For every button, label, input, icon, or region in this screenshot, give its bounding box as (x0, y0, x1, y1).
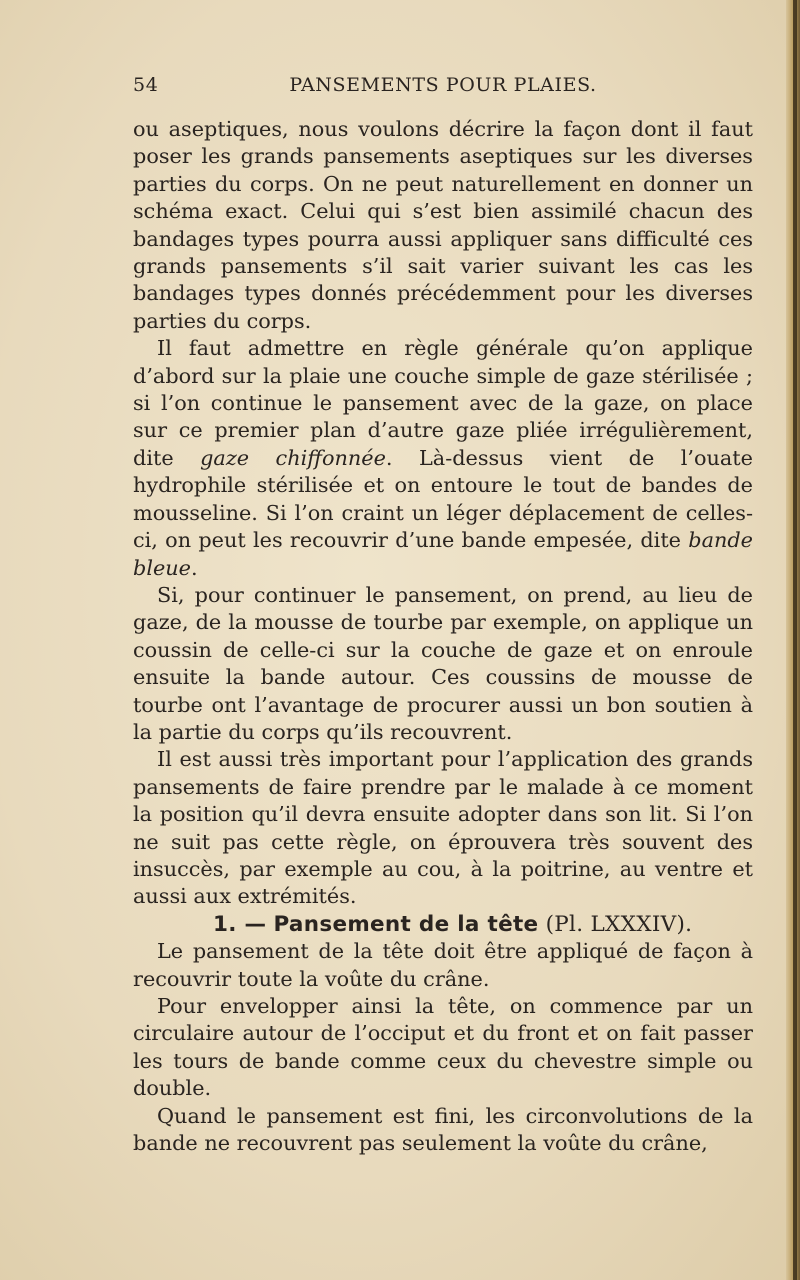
paragraph-text: Si, pour continuer le pansement, on prend, au lieu de gaze, de la mousse de tourbe par exemple, on applique un coussin de celle-ci sur la couche de gaze et on enroule ensuite la bande autour. Ces coussins de mousse de tourbe ont l’avantage de procurer aussi un bon soutien à la partie du corps qu’ils recouvrent. (133, 582, 753, 744)
page-number: 54 (133, 74, 159, 96)
page-header (133, 74, 753, 104)
paragraph-intro-continued (133, 116, 753, 335)
paragraph-text: Le pansement de la tête doit être appliqué de façon à recouvrir toute la voûte du crâne. (133, 939, 753, 991)
term-bande-bleue: bande bleue (133, 528, 753, 580)
body-text (133, 116, 753, 1157)
paragraph-text: Il faut admettre en règle générale qu’on applique d’abord sur la plaie une couche simple de gaze stérilisée ; si l’on continue le pansement avec de la gaze, on place sur ce premier plan d’autre gaze pliée irrégulièrement, dite (133, 336, 753, 470)
section-number: 1. — (213, 911, 267, 937)
paragraph-text: ou aseptiques, nous voulons décrire la façon dont il faut poser les grands pansements aseptiques sur les diverses parties du corps. On ne peut naturellement en donner un schéma exact. Celui qui s’est bien assimilé chacun des bandages types pourra aussi appliquer sans difficulté ces grands pansements s’il sait varier suivant les cas les bandages types donnés précédemment pour les diverses parties du corps. (133, 117, 753, 333)
paragraph-voute-crane (133, 938, 753, 993)
running-title: PANSEMENTS POUR PLAIES. (289, 74, 597, 96)
paragraph-text: Il est aussi très important pour l’application des grands pansements de faire prendre par le malade à ce moment la position qu’il devra ensuite adopter dans son lit. Si l’on ne suit pas cette règle, on éprouvera très souvent des insuccès, par exemple au cou, à la poitrine, au ventre et aussi aux extrémités. (133, 747, 753, 909)
section-heading (133, 911, 753, 938)
paragraph-text: . (190, 555, 198, 580)
section-plate-reference: (Pl. LXXXIV). (545, 911, 693, 937)
paragraph-circonvolutions (133, 1103, 753, 1158)
paragraph-envelopper-tete (133, 993, 753, 1103)
paragraph-general-rule (133, 335, 753, 582)
section-title: Pansement de la tête (273, 911, 539, 937)
paragraph-text: . Là-dessus vient de l’ouate hydrophile stérilisée et on entoure le tout de bandes de mousseline. Si l’on craint un léger déplacement de celles-ci, on peut les recouvrir d’une bande empesée, dite (133, 445, 753, 553)
paragraph-position-malade (133, 746, 753, 910)
term-gaze-chiffonnee: gaze chiffonnée (200, 445, 386, 470)
paragraph-mousse-tourbe (133, 582, 753, 746)
paragraph-text: Quand le pansement est fini, les circonvolutions de la bande ne recouvrent pas seulement la voûte du crâne, (133, 1103, 753, 1156)
paragraph-text: Pour envelopper ainsi la tête, on commence par un circulaire autour de l’occiput et du front et on fait passer les tours de bande comme ceux du chevestre simple ou double. (133, 994, 753, 1101)
book-spine-shadow (793, 0, 797, 1280)
